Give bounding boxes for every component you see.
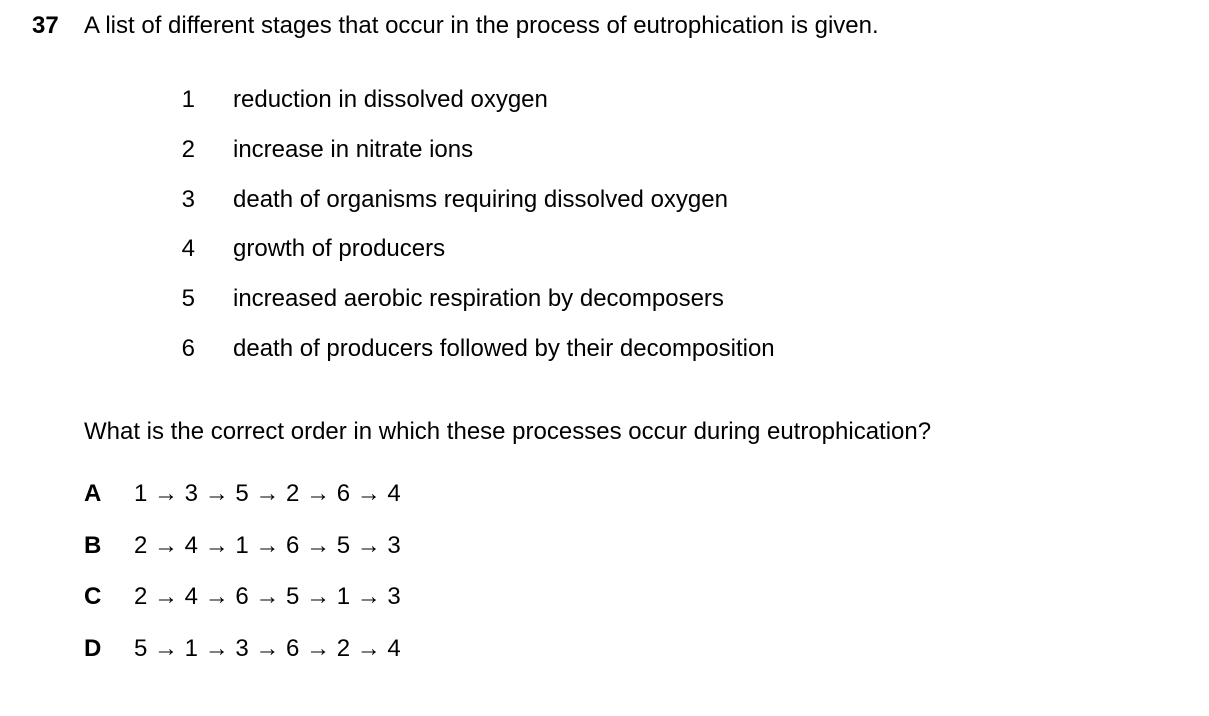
stage-text: increase in nitrate ions <box>233 135 474 163</box>
stage-text: increased aerobic respiration by decomposers <box>233 285 724 313</box>
answer-options <box>84 480 401 686</box>
answer-option-a[interactable] <box>84 480 401 532</box>
stage-number: 3 <box>181 185 195 213</box>
question-stem: A list of different stages that occur in the process of eutrophication is given. <box>84 12 879 39</box>
question-prompt: What is the correct order in which these processes occur during eutrophication? <box>84 418 932 445</box>
stage-text: growth of producers <box>233 235 446 263</box>
stage-number: 1 <box>181 86 195 113</box>
stage-number: 4 <box>181 235 195 263</box>
option-sequence: 2 → 4 → 1 → 6 → 5 → 3 <box>134 531 401 559</box>
stage-item <box>170 186 775 236</box>
stage-item <box>170 86 775 136</box>
stage-text: death of organisms requiring dissolved oxygen <box>233 185 728 213</box>
answer-option-c[interactable] <box>84 583 401 635</box>
answer-option-d[interactable] <box>84 635 401 687</box>
option-letter: C <box>84 583 102 610</box>
stage-item <box>170 285 775 335</box>
option-letter: B <box>84 531 102 559</box>
option-sequence: 2 → 4 → 6 → 5 → 1 → 3 <box>134 583 401 610</box>
stage-text: death of producers followed by their decomposition <box>233 334 775 362</box>
stage-number: 2 <box>181 135 195 163</box>
option-letter: D <box>84 634 102 662</box>
stage-item <box>170 235 775 285</box>
question-number: 37 <box>32 12 59 39</box>
stage-text: reduction in dissolved oxygen <box>233 86 548 113</box>
stage-list <box>170 86 775 385</box>
option-sequence: 5 → 1 → 3 → 6 → 2 → 4 <box>134 634 401 662</box>
stage-item <box>170 136 775 186</box>
stage-item <box>170 335 775 385</box>
stage-number: 5 <box>181 285 195 313</box>
option-letter: A <box>84 480 102 507</box>
option-sequence: 1 → 3 → 5 → 2 → 6 → 4 <box>134 480 401 507</box>
stage-number: 6 <box>181 334 195 362</box>
answer-option-b[interactable] <box>84 532 401 584</box>
